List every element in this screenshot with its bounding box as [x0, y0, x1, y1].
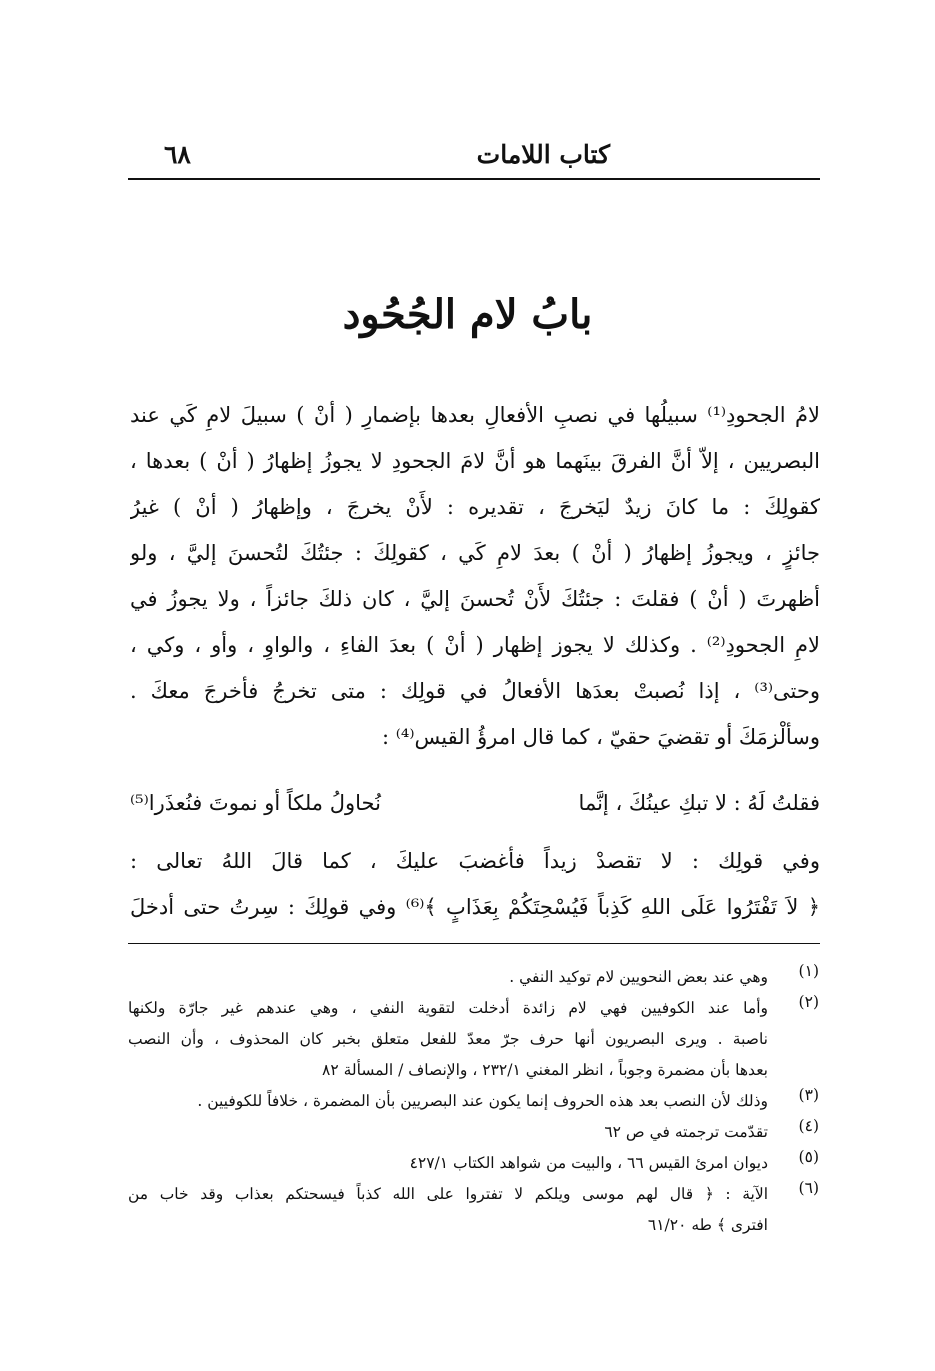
- text-line: لامِ الجحودِ⁽²⁾ . وكذلك لا يجوز إظهار ( أنْ ) بعدَ الفاءِ ، والواوِ ، وأو ، وكي ،: [130, 633, 820, 657]
- page-number: ٦٨: [164, 140, 191, 169]
- running-header-title: كتاب اللامات: [476, 140, 610, 169]
- footnote-text: وهي عند بعض النحويين لام توكيد النفي .: [509, 968, 768, 986]
- footnote-text: وذلك لأن النصب بعد هذه الحروف إنما يكون عند البصريين بأن المضمرة ، خلافاً للكوفيين .: [197, 1092, 768, 1110]
- footnotes: [128, 962, 823, 1241]
- footnote-text: تقدّمت ترجمته في ص ٦٢: [604, 1123, 768, 1141]
- text-line: كقولِكَ : ما كانَ زيدٌ ليَخرجَ ، تقديره : لأَنْ يخرجَ ، وإظهارُ ( أنْ ) غيرُ: [130, 495, 820, 519]
- footnote: [128, 1086, 823, 1117]
- footnote: [128, 962, 823, 993]
- text-line: أظهرتَ ( أنْ ) فقلتَ : جئتُكَ لأَنْ تُحسنَ إليَّ ، كان ذلكَ جائزاً ، ولا يجوزُ في: [130, 587, 820, 611]
- footnote-text: وأما عند الكوفيين فهي لام زائدة أدخلت لتقوية النفي ، وهي عندهم غير جارّة ولكنها: [128, 999, 768, 1017]
- footnote-number: (٥): [798, 1148, 819, 1166]
- verse-second-hemistich: نُحاولُ ملكاً أو نموتَ فنُعذَرا⁽⁵⁾: [130, 791, 381, 815]
- footnote-text: افترى ﴾ طه ٦١/٢٠: [647, 1216, 768, 1234]
- footnote-text: ناصبة . ويرى البصريون أنها حرف جرّ معدّ للفعل متعلق بخبر كان المحذوف ، وأن النصب: [128, 1030, 768, 1048]
- running-header: [128, 140, 820, 178]
- header-rule: [128, 178, 820, 180]
- footnote-number: (٦): [798, 1179, 819, 1197]
- footnote-text: بعدها بأن مضمرة وجوباً ، انظر المغني ٢٣٢/١ ، والإنصاف / المسألة ٨٢: [322, 1061, 768, 1079]
- footnote-number: (٣): [798, 1086, 819, 1104]
- footnote: [128, 1179, 823, 1241]
- text-line: وسألْزمَكَ أو تقضيَ حقيّ ، كما قال امرؤُ القيس⁽⁴⁾ :: [381, 725, 820, 749]
- main-text: [130, 392, 820, 760]
- chapter-title: بابُ لام الجُحُود: [342, 291, 593, 338]
- verse-first-hemistich: فقلتُ لَهُ : لا تبكِ عينُكَ ، إنَّما: [578, 791, 820, 815]
- text-line: لامُ الجحودِ⁽¹⁾ سبيلُها في نصبِ الأفعالِ بعدها بإضمارِ ( أنْ ) سبيلَ لامِ كَي عند: [130, 403, 820, 427]
- footnote-text: ديوان امرئ القيس ٦٦ ، والبيت من شواهد الكتاب ٤٢٧/١: [409, 1154, 768, 1172]
- footnote-number: (٢): [798, 993, 819, 1011]
- text-line: البصريين ، إلاّ أنَّ الفرقَ بينَهما هو أنَّ لامَ الجحودِ لا يجوزُ إظهارُ ( أنْ ) بعدها ،: [130, 449, 820, 473]
- text-line: جائزٍ ، ويجوزُ إظهارُ ( أنْ ) بعدَ لامِ كَي ، كقولِكَ : جئتُكَ لتُحسنَ إليَّ ، ولو: [130, 541, 820, 565]
- footnote-separator: [128, 943, 820, 944]
- footnote: [128, 1117, 823, 1148]
- text-line: ﴿ لاَ تَفْتَرُوا عَلَى اللهِ كَذِباً فَيُسْحِتَكُمْ بِعَذَابٍ ﴾⁽⁶⁾ وفي قولِكَ : سِرتُ حتى أدخلَ: [130, 895, 820, 919]
- poetry-verse: [130, 780, 820, 826]
- footnote: [128, 1148, 823, 1179]
- main-text-continued: [130, 838, 820, 930]
- footnote: [128, 993, 823, 1086]
- text-line: وفي قولِك : لا تقصدْ زيداً فأغضبَ عليكَ ، كما قالَ اللهُ تعالى :: [130, 849, 820, 873]
- footnote-number: (٤): [798, 1117, 819, 1135]
- footnote-text: الآية : ﴿ قال لهم موسى ويلكم لا تفتروا على الله كذباً فيسحتكم بعذاب وقد خاب من: [128, 1185, 768, 1203]
- text-line: وحتى⁽³⁾ ، إذا نُصبتْ بعدَها الأفعالُ في قولِك : متى تخرجُ فأخرجَ معكَ .: [130, 679, 820, 703]
- footnote-number: (١): [798, 962, 819, 980]
